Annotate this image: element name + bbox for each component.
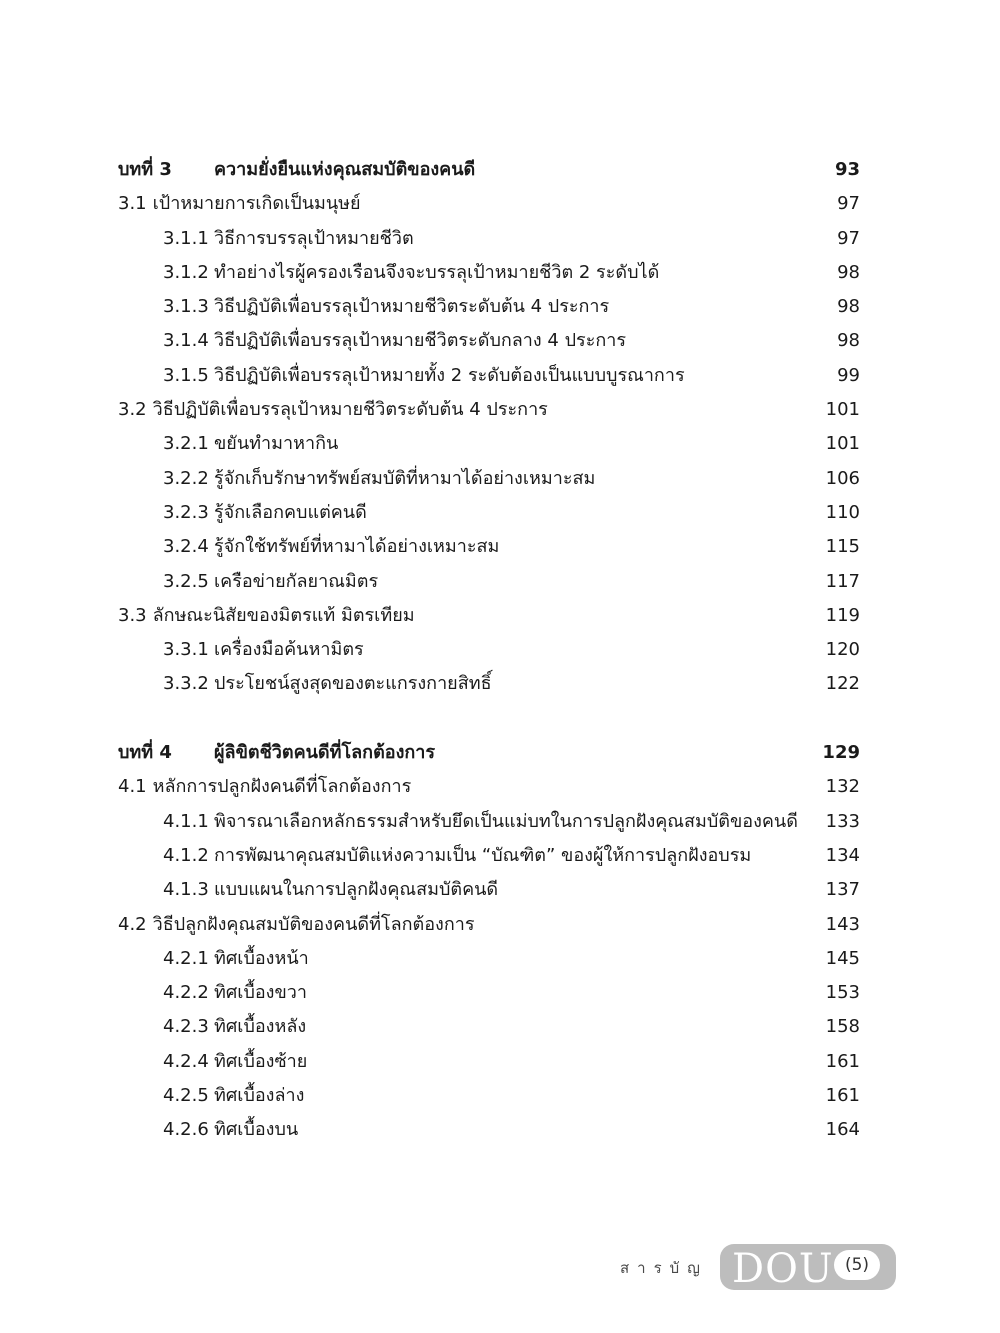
subsection-title: เครือข่ายกัลยาณมิตร	[214, 570, 379, 592]
page-footer	[620, 1244, 900, 1292]
subsection-title: แบบแผนในการปลูกฝังคุณสมบัติคนดี	[214, 879, 499, 901]
subsection-number: 3.1.2	[163, 261, 209, 283]
toc-section[interactable]	[118, 393, 860, 427]
subsection-title: ทิศเบื้องบน	[214, 1119, 299, 1141]
subsection-number: 3.1.4	[163, 330, 209, 352]
page-number: 97	[837, 227, 860, 249]
toc-subsection[interactable]	[118, 290, 860, 324]
toc-subsection[interactable]	[118, 496, 860, 530]
section-title: หลักการปลูกฝังคนดีที่โลกต้องการ	[152, 776, 412, 798]
subsection-number: 4.2.5	[163, 1085, 209, 1107]
toc-section[interactable]	[118, 187, 860, 221]
subsection-number: 4.1.1	[163, 810, 209, 832]
subsection-title: เครื่องมือค้นหามิตร	[214, 639, 364, 661]
subsection-title: ทิศเบื้องหลัง	[214, 1016, 307, 1038]
subsection-title: ประโยชน์สูงสุดของตะแกรงกายสิทธิ์	[214, 673, 492, 695]
subsection-title: วิธีปฏิบัติเพื่อบรรลุเป้าหมายทั้ง 2 ระดับต้องเป็นแบบบูรณาการ	[214, 364, 685, 386]
subsection-title: รู้จักเลือกคบแต่คนดี	[214, 501, 367, 523]
subsection-number: 4.1.2	[163, 844, 209, 866]
section-title: เป้าหมายการเกิดเป็นมนุษย์	[152, 193, 361, 215]
toc-subsection[interactable]	[118, 324, 860, 358]
toc-subsection[interactable]	[118, 976, 860, 1010]
subsection-number: 4.2.4	[163, 1050, 209, 1072]
toc-subsection[interactable]	[118, 1045, 860, 1079]
toc-section[interactable]	[118, 599, 860, 633]
page-number: 129	[822, 742, 860, 764]
toc-subsection[interactable]	[118, 839, 860, 873]
toc-subsection[interactable]	[118, 667, 860, 701]
chapter-number: บทที่ 3	[118, 159, 172, 180]
page-number: 143	[825, 913, 860, 935]
section-title: วิธีปลูกฝังคุณสมบัติของคนดีที่โลกต้องการ	[152, 913, 475, 935]
subsection-title: ทิศเบื้องหน้า	[214, 947, 309, 969]
subsection-number: 3.2.4	[163, 536, 209, 558]
page-number: 132	[825, 776, 860, 798]
page-number: 137	[825, 879, 860, 901]
page-number: 153	[825, 982, 860, 1004]
subsection-title: ทิศเบื้องซ้าย	[214, 1050, 308, 1072]
subsection-number: 3.2.3	[163, 501, 209, 523]
toc-section[interactable]	[118, 908, 860, 942]
page-number: 145	[825, 947, 860, 969]
page-number: 164	[825, 1119, 860, 1141]
page-number: 93	[834, 159, 860, 180]
page-number: 115	[825, 536, 860, 558]
toc-subsection[interactable]	[118, 873, 860, 907]
page-number: 98	[837, 296, 860, 318]
toc-subsection[interactable]	[118, 256, 860, 290]
toc-subsection[interactable]	[118, 633, 860, 667]
chapter-number: บทที่ 4	[118, 742, 172, 764]
section-title: ลักษณะนิสัยของมิตรแท้ มิตรเทียม	[152, 604, 415, 626]
page-number: 161	[825, 1085, 860, 1107]
toc-subsection[interactable]	[118, 565, 860, 599]
subsection-number: 3.2.2	[163, 467, 209, 489]
subsection-number: 4.2.6	[163, 1119, 209, 1141]
section-title: วิธีปฏิบัติเพื่อบรรลุเป้าหมายชีวิตระดับต้น 4 ประการ	[152, 399, 548, 421]
toc-chapter-3[interactable]	[118, 153, 860, 187]
section-number: 4.1	[118, 776, 147, 798]
subsection-number: 4.2.3	[163, 1016, 209, 1038]
dou-logo: DOU	[732, 1246, 834, 1292]
page-number: 97	[837, 193, 860, 215]
footer-page-number: (5)	[834, 1250, 880, 1280]
subsection-number: 3.1.3	[163, 296, 209, 318]
subsection-number: 4.1.3	[163, 879, 209, 901]
toc-subsection[interactable]	[118, 222, 860, 256]
page-number: 117	[825, 570, 860, 592]
toc-subsection[interactable]	[118, 1079, 860, 1113]
subsection-number: 3.1.1	[163, 227, 209, 249]
chapter-title: ผู้ลิขิตชีวิตคนดีที่โลกต้องการ	[214, 742, 436, 764]
section-number: 3.3	[118, 604, 147, 626]
chapter-spacer	[118, 702, 860, 736]
page-number: 122	[825, 673, 860, 695]
subsection-title: วิธีการบรรลุเป้าหมายชีวิต	[214, 227, 414, 249]
chapter-title: ความยั่งยืนแห่งคุณสมบัติของคนดี	[214, 159, 476, 180]
page-number: 110	[825, 501, 860, 523]
subsection-title: ทิศเบื้องล่าง	[214, 1085, 305, 1107]
toc-subsection[interactable]	[118, 1113, 860, 1147]
table-of-contents	[118, 153, 860, 1148]
page-number: 119	[825, 604, 860, 626]
subsection-title: พิจารณาเลือกหลักธรรมสำหรับยึดเป็นแม่บทในการปลูกฝังคุณสมบัติของคนดี	[214, 810, 798, 832]
page-number: 133	[825, 810, 860, 832]
subsection-title: วิธีปฏิบัติเพื่อบรรลุเป้าหมายชีวิตระดับต้น 4 ประการ	[214, 296, 610, 318]
toc-subsection[interactable]	[118, 462, 860, 496]
toc-section[interactable]	[118, 770, 860, 804]
page-number: 106	[825, 467, 860, 489]
subsection-number: 3.2.1	[163, 433, 209, 455]
page-number: 120	[825, 639, 860, 661]
page-number: 134	[825, 844, 860, 866]
subsection-title: ทิศเบื้องขวา	[214, 982, 307, 1004]
section-number: 3.2	[118, 399, 147, 421]
page-number: 161	[825, 1050, 860, 1072]
footer-section-label: สารบัญ	[620, 1259, 708, 1277]
subsection-number: 3.3.2	[163, 673, 209, 695]
subsection-number: 4.2.2	[163, 982, 209, 1004]
page-number: 158	[825, 1016, 860, 1038]
subsection-number: 3.1.5	[163, 364, 209, 386]
subsection-number: 4.2.1	[163, 947, 209, 969]
subsection-number: 3.3.1	[163, 639, 209, 661]
section-number: 4.2	[118, 913, 147, 935]
toc-subsection[interactable]	[118, 942, 860, 976]
subsection-title: ทำอย่างไรผู้ครองเรือนจึงจะบรรลุเป้าหมายชีวิต 2 ระดับได้	[214, 261, 660, 283]
subsection-title: การพัฒนาคุณสมบัติแห่งความเป็น “บัณฑิต” ของผู้ให้การปลูกฝังอบรม	[214, 844, 752, 866]
subsection-title: รู้จักใช้ทรัพย์ที่หามาได้อย่างเหมาะสม	[214, 536, 500, 558]
toc-chapter-4[interactable]	[118, 736, 860, 770]
subsection-title: ขยันทำมาหากิน	[214, 433, 339, 455]
subsection-title: รู้จักเก็บรักษาทรัพย์สมบัติที่หามาได้อย่างเหมาะสม	[214, 467, 596, 489]
toc-subsection[interactable]	[118, 1010, 860, 1044]
toc-subsection[interactable]	[118, 530, 860, 564]
toc-subsection[interactable]	[118, 805, 860, 839]
page-number: 98	[837, 261, 860, 283]
page-number: 99	[837, 364, 860, 386]
toc-subsection[interactable]	[118, 359, 860, 393]
page-number: 101	[825, 433, 860, 455]
page-number: 98	[837, 330, 860, 352]
subsection-number: 3.2.5	[163, 570, 209, 592]
toc-subsection[interactable]	[118, 427, 860, 461]
section-number: 3.1	[118, 193, 147, 215]
subsection-title: วิธีปฏิบัติเพื่อบรรลุเป้าหมายชีวิตระดับกลาง 4 ประการ	[214, 330, 627, 352]
page-number: 101	[825, 399, 860, 421]
